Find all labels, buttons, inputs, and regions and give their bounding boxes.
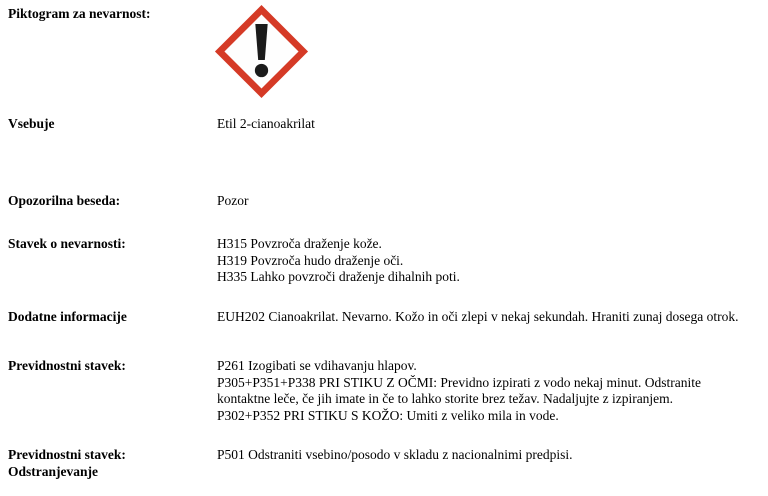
disposal-label-line1: Previdnostni stavek: [8,447,126,462]
hazard-statements-value [217,236,754,286]
disposal-value: P501 Odstraniti vsebino/posodo v skladu z nacionalnimi predpisi. [217,447,573,462]
precautionary-label: Previdnostni stavek: [8,358,126,373]
contains-value: Etil 2-cianoakrilat [217,116,315,131]
disposal-label [8,447,208,480]
additional-info-label: Dodatne informacije [8,309,127,324]
disposal-label-line2: Odstranjevanje [8,463,98,479]
signal-word-value: Pozor [217,193,249,208]
precautionary-p261: P261 Izogibati se vdihavanju hlapov. [217,358,417,373]
additional-info-value: EUH202 Cianoakrilat. Nevarno. Kožo in oči zlepi v nekaj sekundah. Hraniti zunaj dosega otrok. [217,309,739,324]
signal-word-label: Opozorilna beseda: [8,193,121,208]
contains-label: Vsebuje [8,116,55,131]
precautionary-value [217,358,754,424]
precautionary-p302: P302+P352 PRI STIKU S KOŽO: Umiti z veliko mila in vode. [217,407,559,423]
hazard-pictogram-label: Piktogram za nevarnost: [8,6,151,21]
precautionary-p305: P305+P351+P338 PRI STIKU Z OČMI: Previdno izpirati z vodo nekaj minut. Odstranite kontaktne leče, če jih imate in če to lahko storite brez težav. Nadaljujte z izpiranjem. [217,374,701,406]
hazard-statements-label: Stavek o nevarnosti: [8,236,126,251]
ghs07-exclamation-mark-icon [214,4,309,99]
hazard-statement-h315: H315 Povzroča draženje kože. [217,236,382,251]
hazard-statement-h335: H335 Lahko povzroči draženje dihalnih poti. [217,269,460,284]
hazard-statement-h319: H319 Povzroča hudo draženje oči. [217,252,404,268]
